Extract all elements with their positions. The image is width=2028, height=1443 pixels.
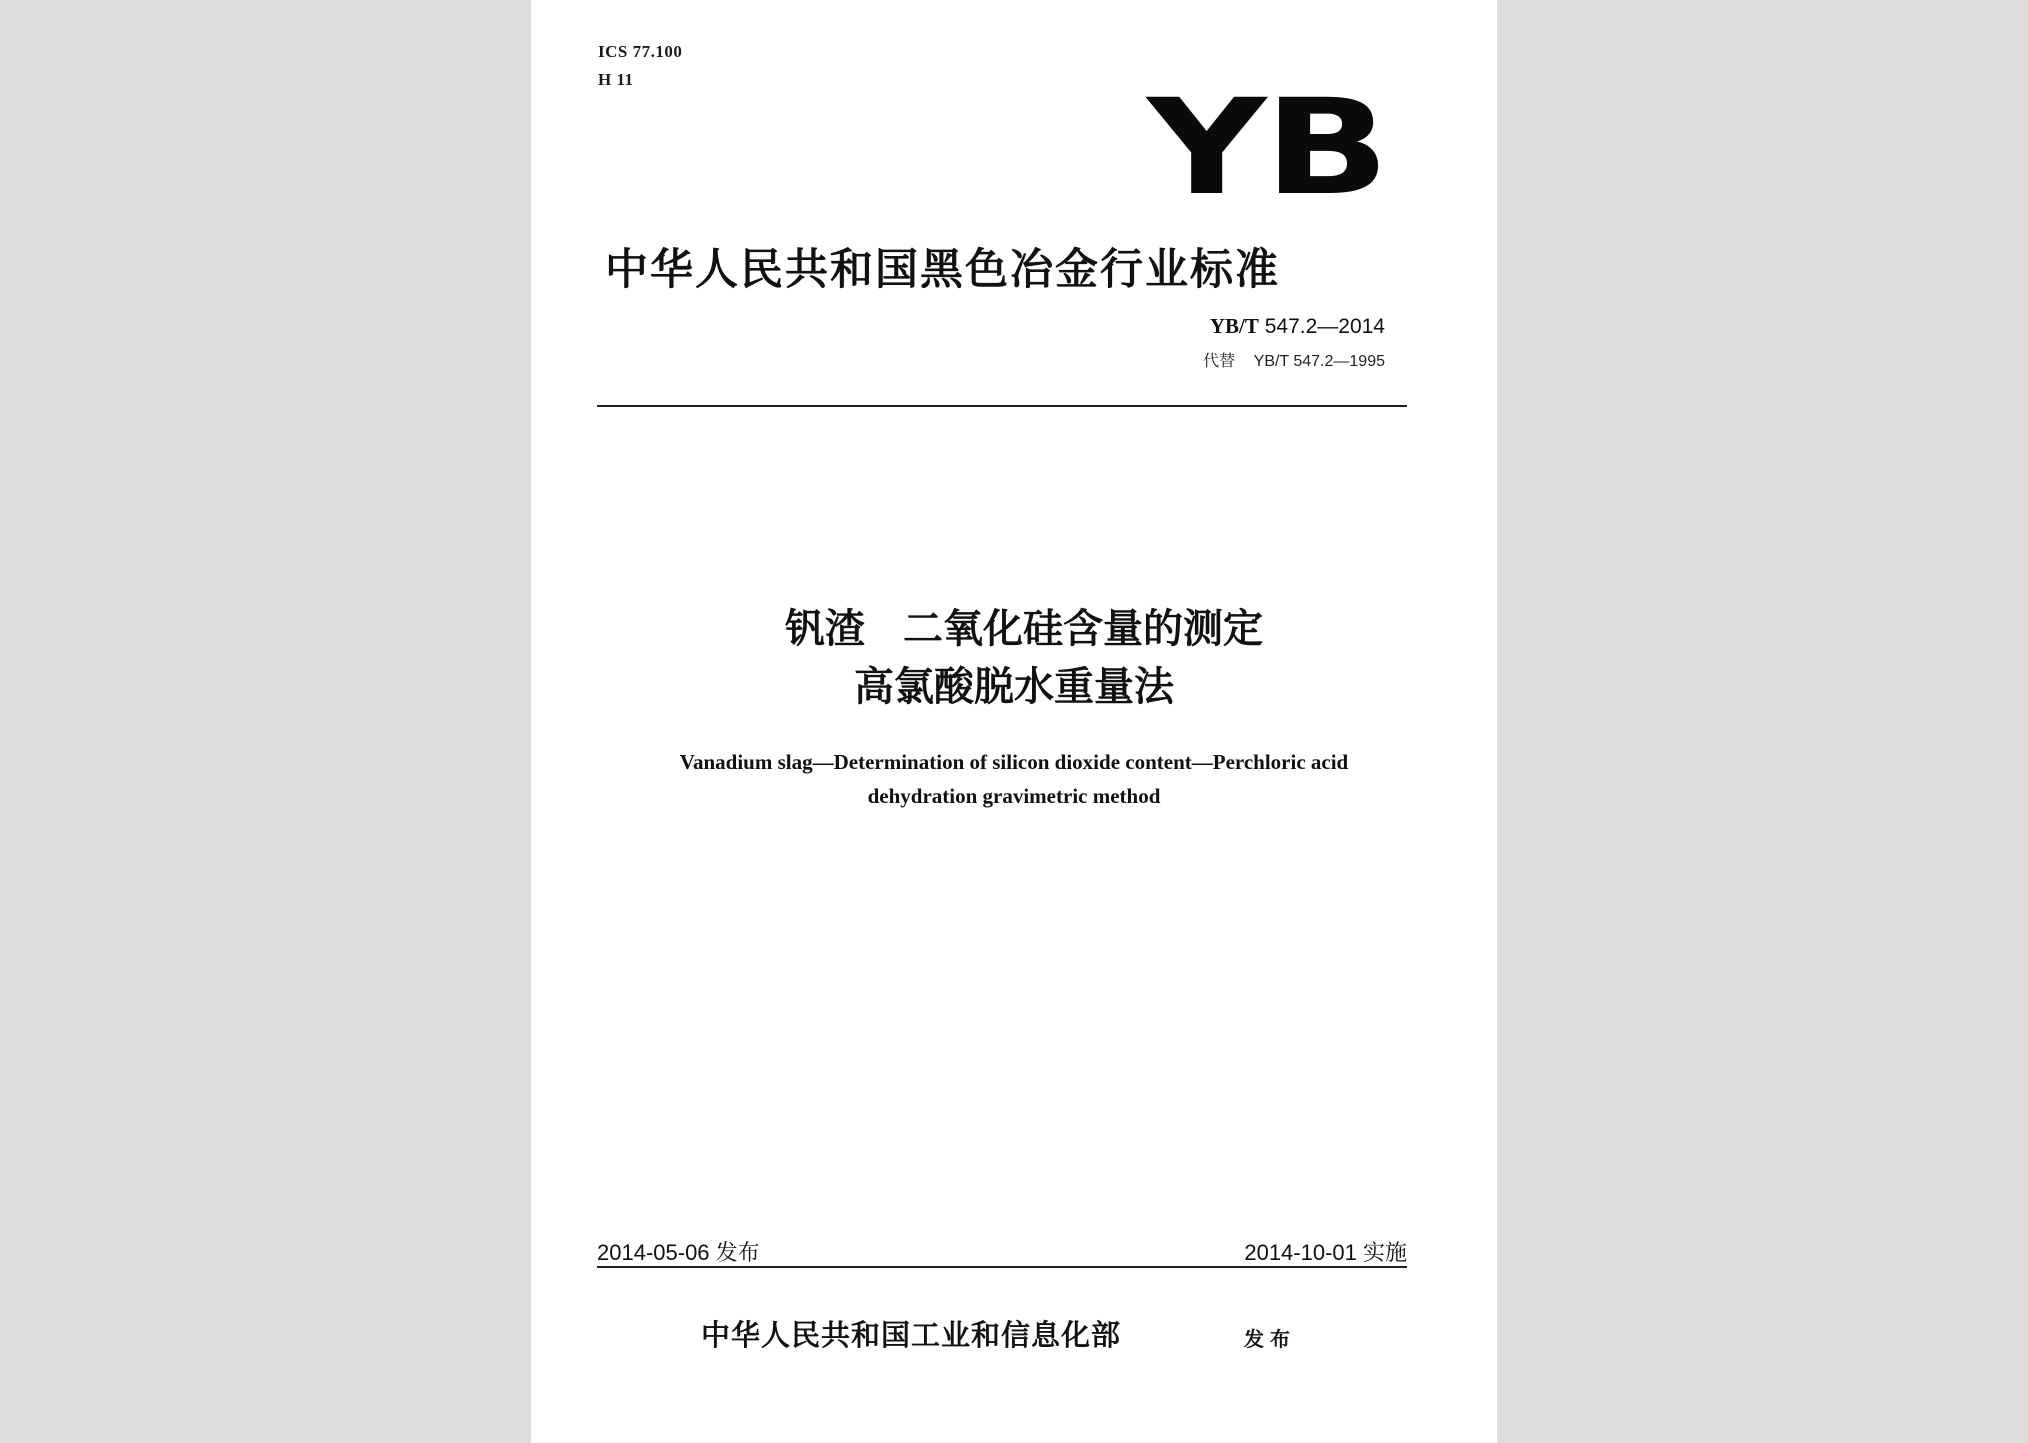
replaces-line [1203,348,1385,371]
standard-number-prefix: YB/T [1209,314,1259,338]
title-zh-determination: 二氧化硅含量的测定 [903,606,1263,652]
title-zh-subject: 钒渣 [785,606,865,652]
document-title-en [531,745,1497,813]
document-title-zh [531,600,1497,716]
title-zh-line1 [531,600,1497,658]
issuer: 中华人民共和国工业和信息化部 [701,1318,1122,1352]
issuer-action: 发布 [1244,1327,1296,1351]
ics-code: ICS 77.100 [598,42,683,61]
title-en-line1: Vanadium slag—Determination of silicon dioxide content—Perchloric acid [679,750,1349,774]
title-zh-line2: 高氯酸脱水重量法 [854,664,1174,710]
footer-divider [597,1266,1407,1268]
yb-logo: YB [1146,71,1387,225]
replaces-number: YB/T 547.2—1995 [1253,353,1385,370]
standard-number [1210,314,1385,339]
publish-date: 2014-05-06 发布 [597,1240,760,1265]
classification-code: H 11 [598,70,634,89]
title-en-line2: dehydration gravimetric method [867,784,1161,808]
standard-title: 中华人民共和国黑色冶金行业标准 [605,245,1280,295]
effective-date: 2014-10-01 实施 [1244,1240,1407,1265]
replaces-label: 代替 [1203,353,1236,370]
header-divider [597,405,1407,407]
document-page [531,0,1497,1443]
dates-row [597,1236,1407,1266]
standard-number-value: 547.2—2014 [1264,315,1385,338]
